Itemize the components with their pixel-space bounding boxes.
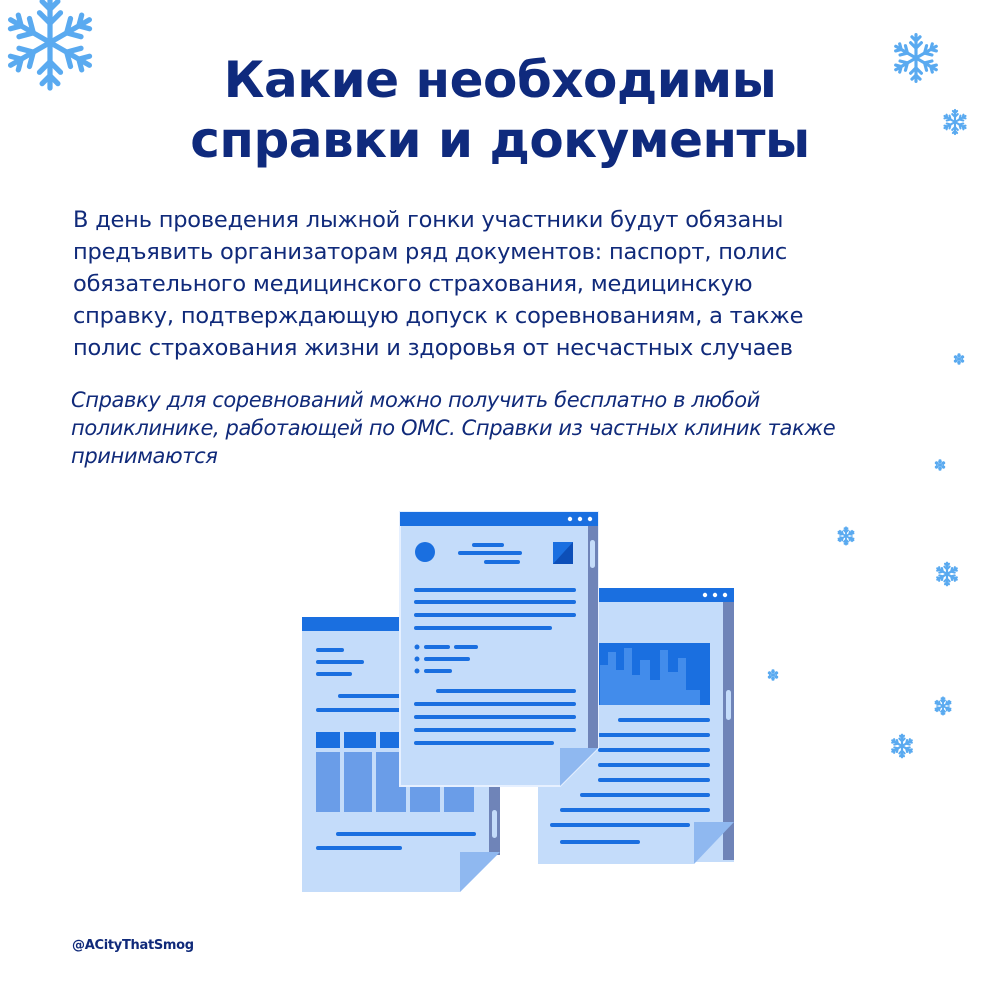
note-line: Справку для соревнований можно получить бесплатно в любой bbox=[71, 388, 760, 412]
note-line: поликлинике, работающей по ОМС. Справки из частных клиник также bbox=[71, 416, 836, 440]
paragraph-line: В день проведения лыжной гонки участники будут обязаны bbox=[73, 207, 784, 233]
author-handle: @ACityThatSmog bbox=[72, 938, 194, 953]
paragraph-line: полис страхования жизни и здоровья от несчастных случаев bbox=[73, 335, 793, 361]
note-line: принимаются bbox=[71, 444, 218, 468]
title-line-2: справки и документы bbox=[190, 111, 810, 169]
paragraph-line: предъявить организаторам ряд документов: паспорт, полис bbox=[73, 239, 788, 265]
paragraph-line: справку, подтверждающую допуск к соревнованиям, а также bbox=[73, 303, 804, 329]
title-line-1: Какие необходимы bbox=[223, 51, 777, 109]
paragraph-line: обязательного медицинского страхования, медицинскую bbox=[73, 271, 753, 297]
document-center bbox=[380, 512, 598, 815]
